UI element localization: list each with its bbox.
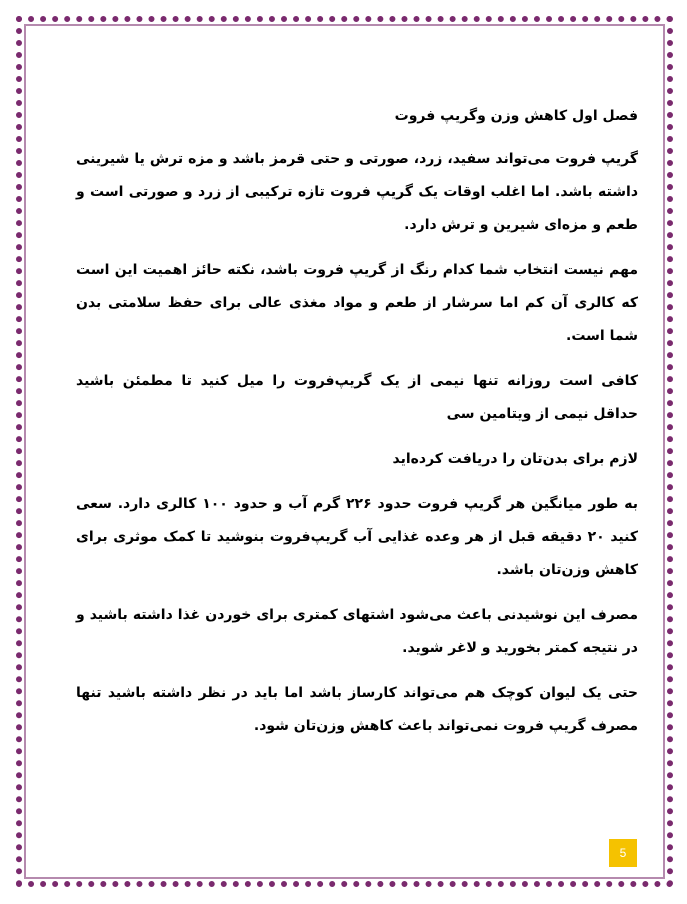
paragraph: حتی یک لیوان کوچک هم می‌تواند کارساز باشد اما باید در نظر داشته باشید تنها مصرف گریپ فروت نمی‌تواند باعث کاهش وزن‌تان شود. — [76, 685, 638, 734]
paragraph: کافی است روزانه تنها نیمی از یک گریپ‌فروت را میل کنید تا مطمئن باشید حداقل نیمی از ویتامین سی — [76, 373, 638, 422]
paragraph: به طور میانگین هر گریپ فروت حدود ۲۲۶ گرم آب و حدود ۱۰۰ کالری دارد. سعی کنید ۲۰ دقیقه قبل از هر وعده غذایی آب گریپ‌فروت بنوشید تا کمک موثری برای کاهش وزن‌تان باشد. — [76, 496, 638, 578]
paragraph: گریپ فروت می‌تواند سفید، زرد، صورتی و حتی قرمز باشد و مزه ترش یا شیرینی داشته باشد. اما اغلب اوقات یک گریپ فروت تازه ترکیبی از زرد و صورتی است و طعم و مزه‌ای شیرین و ترش دارد. — [76, 151, 638, 233]
document-body — [76, 100, 638, 755]
paragraph: مهم نیست انتخاب شما کدام رنگ از گریپ فروت باشد، نکته حائز اهمیت این است که کالری آن کم اما سرشار از طعم و مواد مغذی عالی برای حفظ سلامتی بدن شما است. — [76, 262, 638, 344]
chapter-title: فصل اول کاهش وزن وگریپ فروت — [394, 108, 638, 124]
page-number: 5 — [609, 839, 637, 867]
paragraph: مصرف این نوشیدنی باعث می‌شود اشتهای کمتری برای خوردن غذا داشته باشید و در نتیجه کمتر بخورید و لاغر شوید. — [76, 607, 638, 656]
paragraph: لازم برای بدن‌تان را دریافت کرده‌اید — [392, 451, 638, 467]
